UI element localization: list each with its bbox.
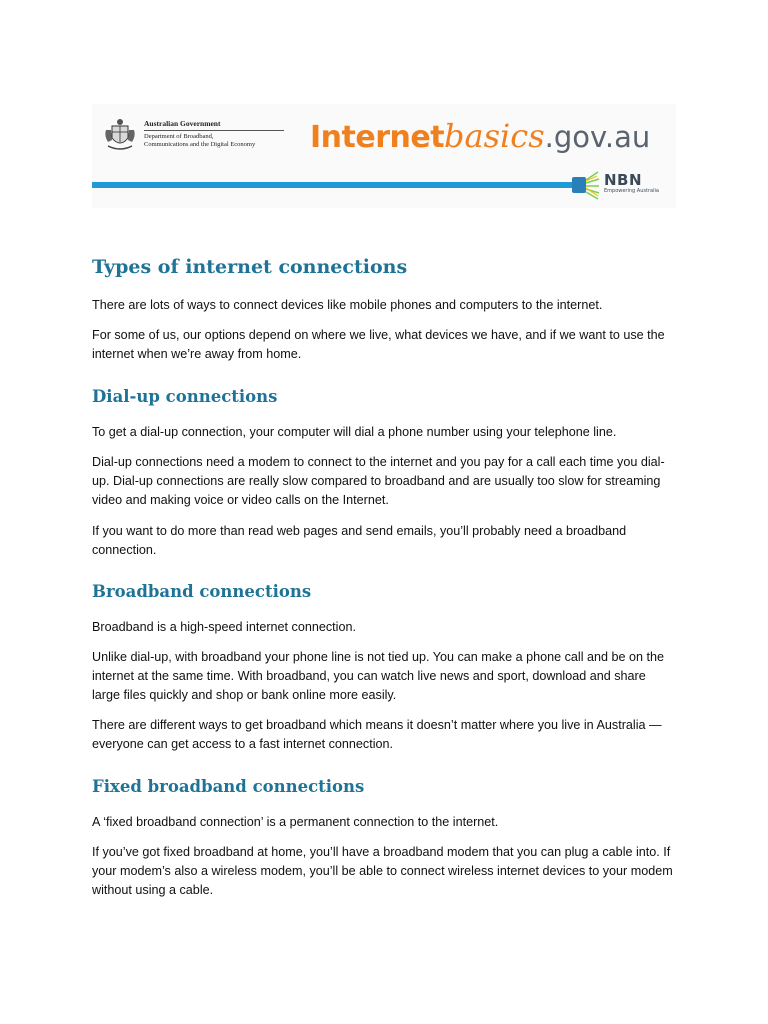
header-banner [92,104,676,208]
logo-internet-text: Internet [310,120,445,155]
paragraph: Unlike dial-up, with broadband your phone line is not tied up. You can make a phone call and be on the internet at the same time. With broadband, you can watch live news and sport, download and share large files quickly and shop or bank online more easily. [92,650,665,702]
section-heading-dial-up: Dial-up connections [92,387,278,406]
paragraph: There are different ways to get broadband which means it doesn’t matter where you live in Australia —everyone can get access to a fast internet connection. [92,718,662,751]
paragraph: Dial-up connections need a modem to connect to the internet and you pay for a call each time you dial-up. Dial-up connections are really slow compared to broadband and are usually too slow for streaming video and making voice or video calls on the Internet. [92,455,665,507]
paragraph: If you’ve got fixed broadband at home, you’ll have a broadband modem that you can plug a cable into. If your modem’s also a wireless modem, you’ll be able to connect wireless internet devices to your modem without using a cable. [92,845,673,897]
government-logo [102,118,284,158]
nbn-name: NBN [604,171,643,189]
nbn-logo [604,172,674,198]
department-name: Department of Broadband, Communications and the Digital Economy [144,133,256,148]
paragraph: For some of us, our options depend on where we live, what devices we have, and if we want to use the internet when we’re away from home. [92,328,665,361]
page-title: Types of internet connections [92,256,408,278]
section-heading-broadband: Broadband connections [92,582,312,601]
network-cable-icon [564,168,600,202]
section-heading-fixed-broadband: Fixed broadband connections [92,777,365,796]
paragraph: Broadband is a high-speed internet connection. [92,620,356,634]
paragraph: There are lots of ways to connect devices like mobile phones and computers to the internet. [92,298,603,312]
site-logo [310,114,650,158]
banner-blue-bar [92,182,568,188]
paragraph: To get a dial-up connection, your computer will dial a phone number using your telephone line. [92,425,617,439]
government-name: Australian Government [144,119,284,131]
logo-domain-text: .gov.au [544,120,651,154]
paragraph: A ‘fixed broadband connection’ is a permanent connection to the internet. [92,815,499,829]
nbn-tagline: Empowering Australia [604,188,659,194]
logo-basics-text: basics [444,117,545,155]
coat-of-arms-icon [102,118,138,154]
government-text [144,119,284,149]
paragraph: If you want to do more than read web pages and send emails, you’ll probably need a broadband connection. [92,524,627,557]
